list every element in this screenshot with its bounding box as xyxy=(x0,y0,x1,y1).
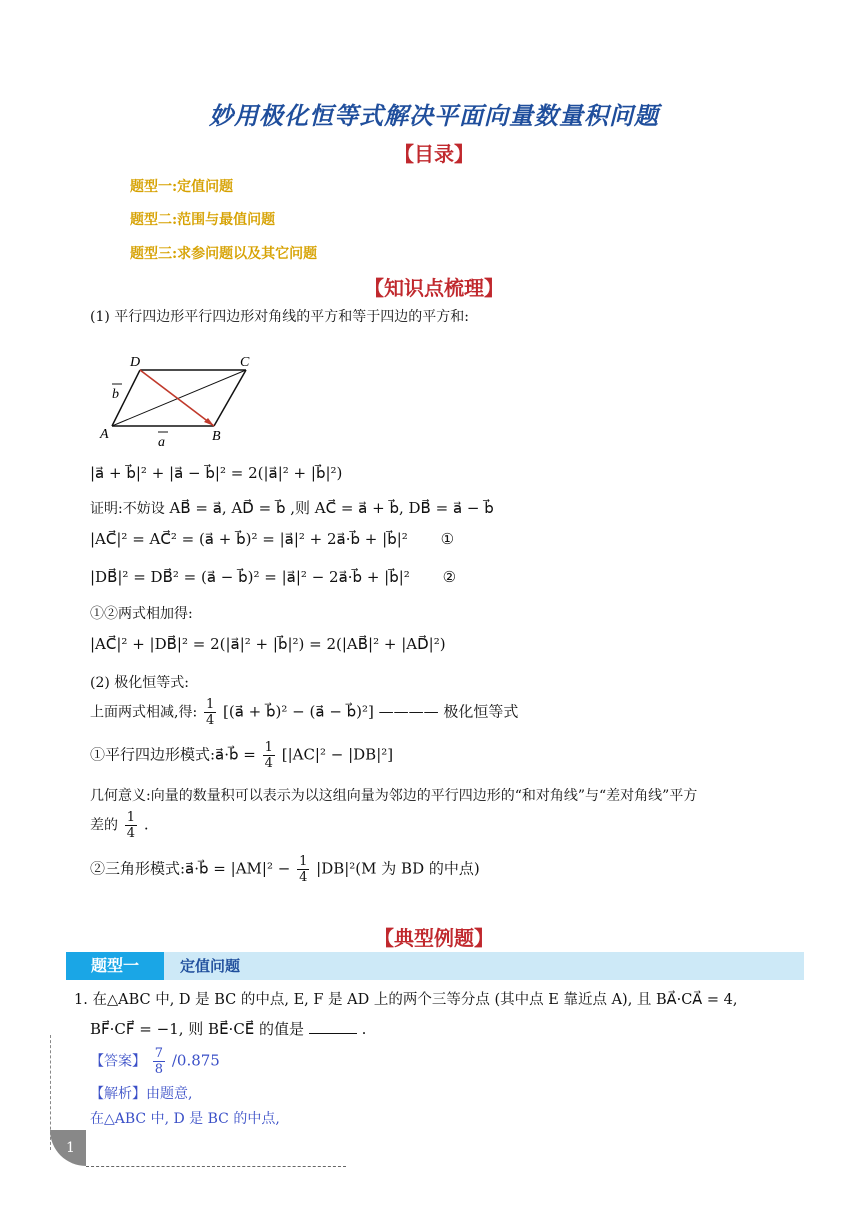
label-vector-a: a xyxy=(158,435,165,450)
diagonal-db xyxy=(140,370,214,426)
analysis-label: 【解析】 xyxy=(90,1086,146,1102)
label-c-point: C xyxy=(240,355,250,370)
toc-item-2[interactable]: 题型二:范围与最值问题 xyxy=(130,212,276,228)
label-d-point: D xyxy=(130,355,141,370)
diagonal-ac xyxy=(112,370,246,426)
answer-line xyxy=(90,1046,220,1077)
examples-heading: 【典型例题】 xyxy=(374,926,494,950)
proof-body: AB⃗ = a⃗, AD⃗ = b⃗ ,则 AC⃗ = a⃗ + b⃗, DB⃗ = a⃗ − b⃗ xyxy=(169,499,494,517)
document-title: 妙用极化恒等式解决平面向量数量积问题 xyxy=(209,101,659,130)
toc-item-1[interactable]: 题型一:定值问题 xyxy=(130,179,234,195)
sum-text: ①②两式相加得: xyxy=(90,606,193,622)
type-banner xyxy=(66,952,804,980)
equation-ac-marker: ① xyxy=(440,530,455,548)
parallelogram-figure xyxy=(96,350,266,450)
question-1-line-1: 1. 在△ABC 中, D 是 BC 的中点, E, F 是 AD 上的两个三等分点 (其中点 E 靠近点 A), 且 BA⃗·CA⃗ = 4, xyxy=(74,992,738,1008)
proof-prefix: 证明:不妨设 xyxy=(90,501,165,517)
meaning-line-2-prefix: 差的 xyxy=(90,817,118,834)
meaning-line-1: 几何意义:向量的数量积可以表示为以这组向量为邻边的平行四边形的“和对角线”与“差对角线”平方 xyxy=(90,788,698,804)
equation-ac-body: |AC⃗|² = AC⃗² = (a⃗ + b⃗)² = |a⃗|² + 2a⃗·b⃗ + |b⃗|² xyxy=(90,530,408,548)
knowledge-p2: (2) 极化恒等式: xyxy=(90,675,189,691)
sum-equation: |AC⃗|² + |DB⃗|² = 2(|a⃗|² + |b⃗|²) = 2(|AB⃗|² + |AD⃗|²) xyxy=(90,635,446,653)
label-a-point: A xyxy=(100,427,109,442)
mode1-fraction: $\frac{1}{4}$ xyxy=(264,740,273,771)
meaning-line-2 xyxy=(90,810,149,841)
parallelogram-mode-prefix: ①平行四边形模式:a⃗·b⃗ = xyxy=(90,745,256,764)
label-vector-b: b xyxy=(112,387,119,402)
toc-item-3[interactable]: 题型三:求参问题以及其它问题 xyxy=(130,246,318,262)
equation-db xyxy=(90,568,456,586)
answer-blank[interactable] xyxy=(309,1033,357,1034)
proof-line xyxy=(90,497,494,518)
page-number-badge xyxy=(50,1130,86,1166)
footer-dashed-line xyxy=(86,1166,346,1167)
answer-label: 【答案】 xyxy=(90,1053,146,1070)
question-1-line-2-prefix: BF⃗·CF⃗ = −1, 则 BE⃗·CE⃗ 的值是 xyxy=(90,1020,305,1038)
page-number: 1 xyxy=(66,1140,75,1156)
question-1-line-2 xyxy=(90,1018,366,1039)
analysis-text: 由题意, xyxy=(146,1086,193,1102)
answer-suffix: /0.875 xyxy=(171,1051,220,1070)
identity-equation: |a⃗ + b⃗|² + |a⃗ − b⃗|² = 2(|a⃗|² + |b⃗|²) xyxy=(90,464,343,482)
triangle-mode-prefix: ②三角形模式:a⃗·b⃗ = |AM|² − xyxy=(90,859,291,878)
polarization-line xyxy=(90,697,518,728)
mode2-fraction: $\frac{1}{4}$ xyxy=(299,854,308,885)
triangle-mode-body: |DB|²(M 为 BD 的中点) xyxy=(316,859,480,878)
equation-ac xyxy=(90,530,454,548)
triangle-mode-line xyxy=(90,854,480,885)
question-1-line-2-suffix: . xyxy=(361,1020,367,1038)
analysis-line-2: 在△ABC 中, D 是 BC 的中点, xyxy=(90,1111,280,1127)
polarization-body: [(a⃗ + b⃗)² − (a⃗ − b⃗)²] ———— 极化恒等式 xyxy=(223,702,519,721)
label-b-point: B xyxy=(212,429,221,444)
answer-fraction: $\frac{7}{8}$ xyxy=(154,1046,164,1077)
equation-db-marker: ② xyxy=(442,568,457,586)
analysis-line xyxy=(90,1083,192,1103)
type-title: 定值问题 xyxy=(180,957,241,975)
parallelogram-mode-body: [|AC|² − |DB|²] xyxy=(281,745,394,764)
toc-heading: 【目录】 xyxy=(394,142,474,166)
meaning-line-2-suffix: . xyxy=(143,815,149,834)
equation-db-body: |DB⃗|² = DB⃗² = (a⃗ − b⃗)² = |a⃗|² − 2a⃗·b⃗ + |b⃗|² xyxy=(90,568,410,586)
type-tag[interactable]: 题型一 xyxy=(66,952,164,980)
polarization-prefix: 上面两式相减,得: xyxy=(90,704,198,721)
parallelogram-mode-line xyxy=(90,740,393,771)
meaning-fraction: $\frac{1}{4}$ xyxy=(126,810,136,841)
quarter-fraction: $\frac{1}{4}$ xyxy=(205,697,215,728)
knowledge-p1: (1) 平行四边形平行四边形对角线的平方和等于四边的平方和: xyxy=(90,309,469,325)
knowledge-heading: 【知识点梳理】 xyxy=(364,276,504,300)
